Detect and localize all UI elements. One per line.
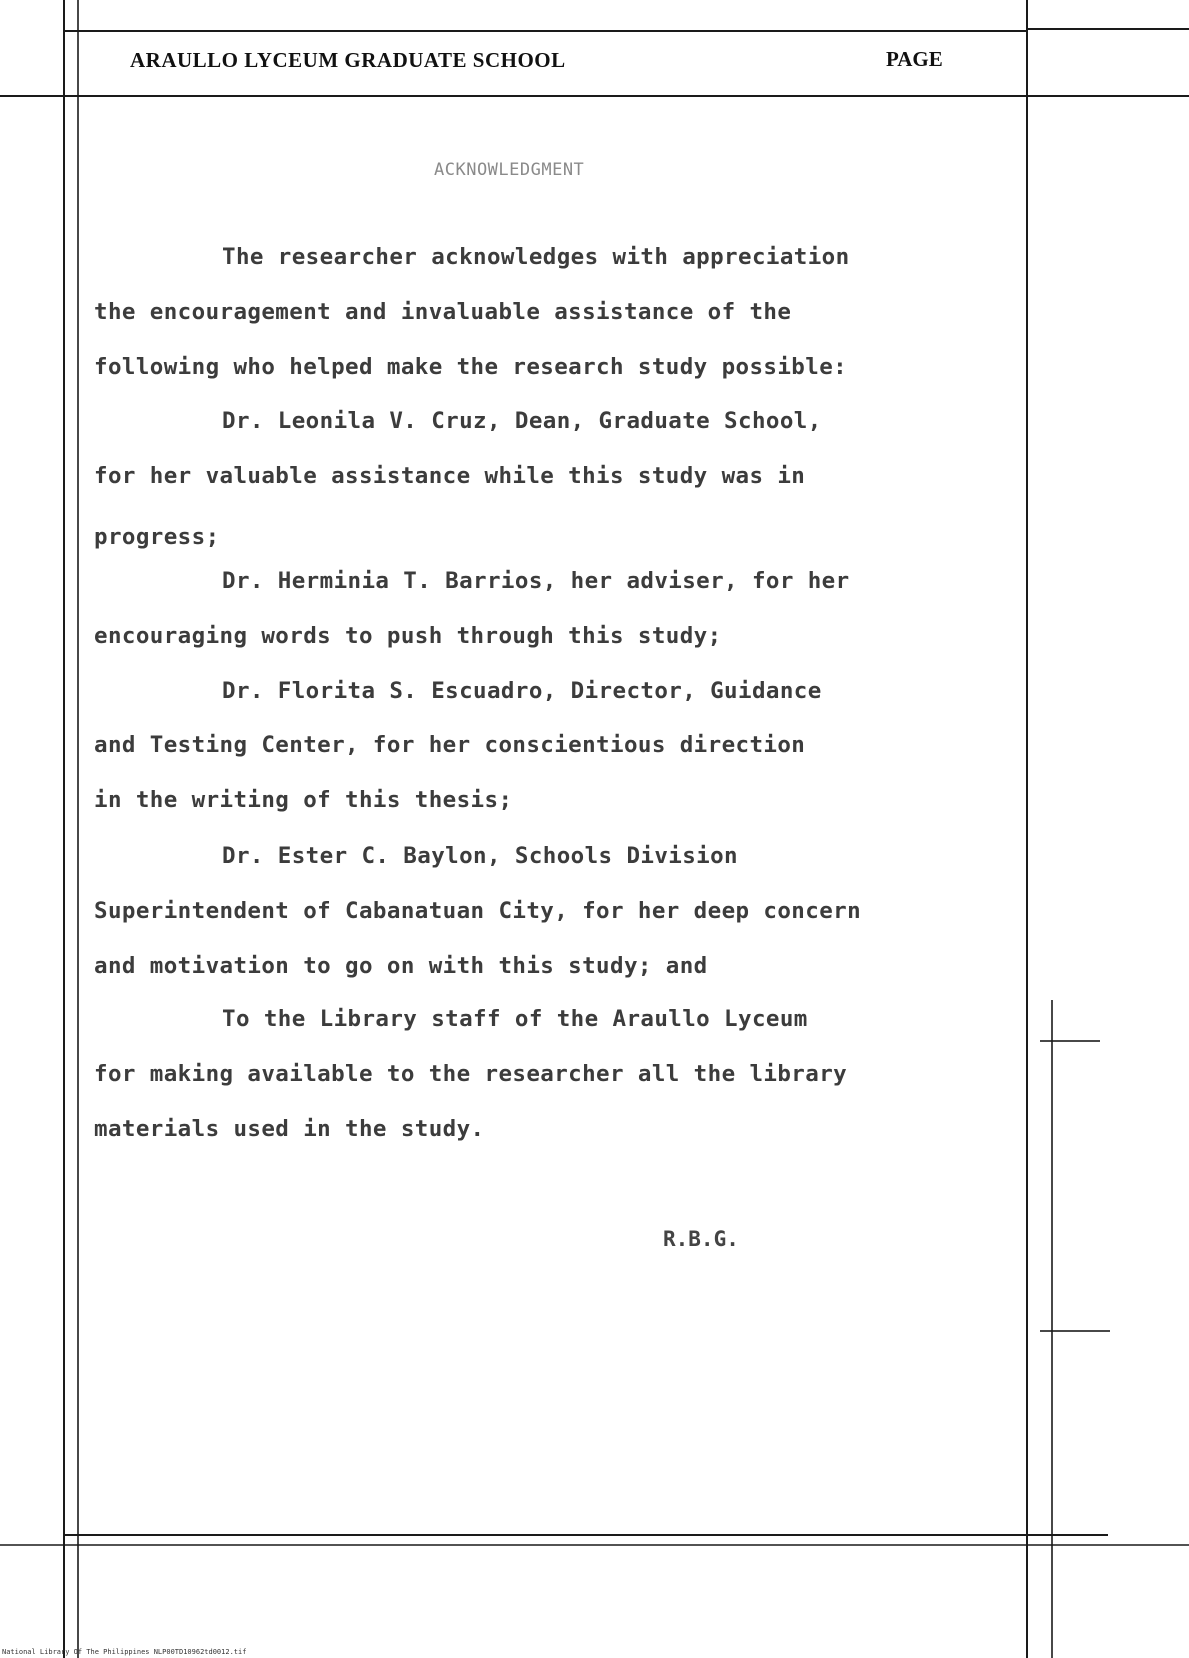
left-margin-inner-rule <box>77 0 79 1658</box>
signature-initials: R.B.G. <box>663 1227 739 1251</box>
scan-source-note: National Library Of The Philippines NLP00TD10962td0012.tif <box>2 1648 247 1656</box>
left-margin-outer-rule <box>63 0 65 1658</box>
body-line: The researcher acknowledges with appreciation <box>222 244 850 270</box>
body-line: in the writing of this thesis; <box>94 787 513 813</box>
page-title: ACKNOWLEDGMENT <box>434 160 585 180</box>
right-tab-rule-lower <box>1040 1330 1110 1332</box>
body-line: encouraging words to push through this study; <box>94 623 722 649</box>
footer-rule-lower <box>0 1544 1189 1546</box>
body-line: and motivation to go on with this study; and <box>94 953 708 979</box>
body-line: materials used in the study. <box>94 1116 485 1142</box>
body-line: To the Library staff of the Araullo Lyceum <box>222 1006 808 1032</box>
header-top-rule <box>63 30 1028 32</box>
header-bottom-rule <box>0 95 1189 97</box>
right-tab-rule-top <box>1028 28 1189 30</box>
body-line: Dr. Florita S. Escuadro, Director, Guidance <box>222 678 822 704</box>
school-name-header: ARAULLO LYCEUM GRADUATE SCHOOL <box>130 48 566 72</box>
body-line: for her valuable assistance while this study was in <box>94 463 806 489</box>
right-margin-rule-lower <box>1051 1000 1053 1658</box>
body-line: Dr. Herminia T. Barrios, her adviser, for her <box>222 568 850 594</box>
body-line: and Testing Center, for her conscientious direction <box>94 732 806 758</box>
body-line: the encouragement and invaluable assistance of the <box>94 299 792 325</box>
right-margin-rule <box>1026 0 1028 1658</box>
body-line: for making available to the researcher all the library <box>94 1061 848 1087</box>
body-line: progress; <box>94 524 220 550</box>
body-line: following who helped make the research study possible: <box>94 354 848 380</box>
body-line: Superintendent of Cabanatuan City, for her deep concern <box>94 898 862 924</box>
body-line: Dr. Ester C. Baylon, Schools Division <box>222 843 739 869</box>
right-tab-rule-mid <box>1040 1040 1100 1042</box>
body-line: Dr. Leonila V. Cruz, Dean, Graduate School, <box>222 408 822 434</box>
page-label: PAGE <box>886 47 943 71</box>
footer-rule <box>63 1534 1108 1536</box>
